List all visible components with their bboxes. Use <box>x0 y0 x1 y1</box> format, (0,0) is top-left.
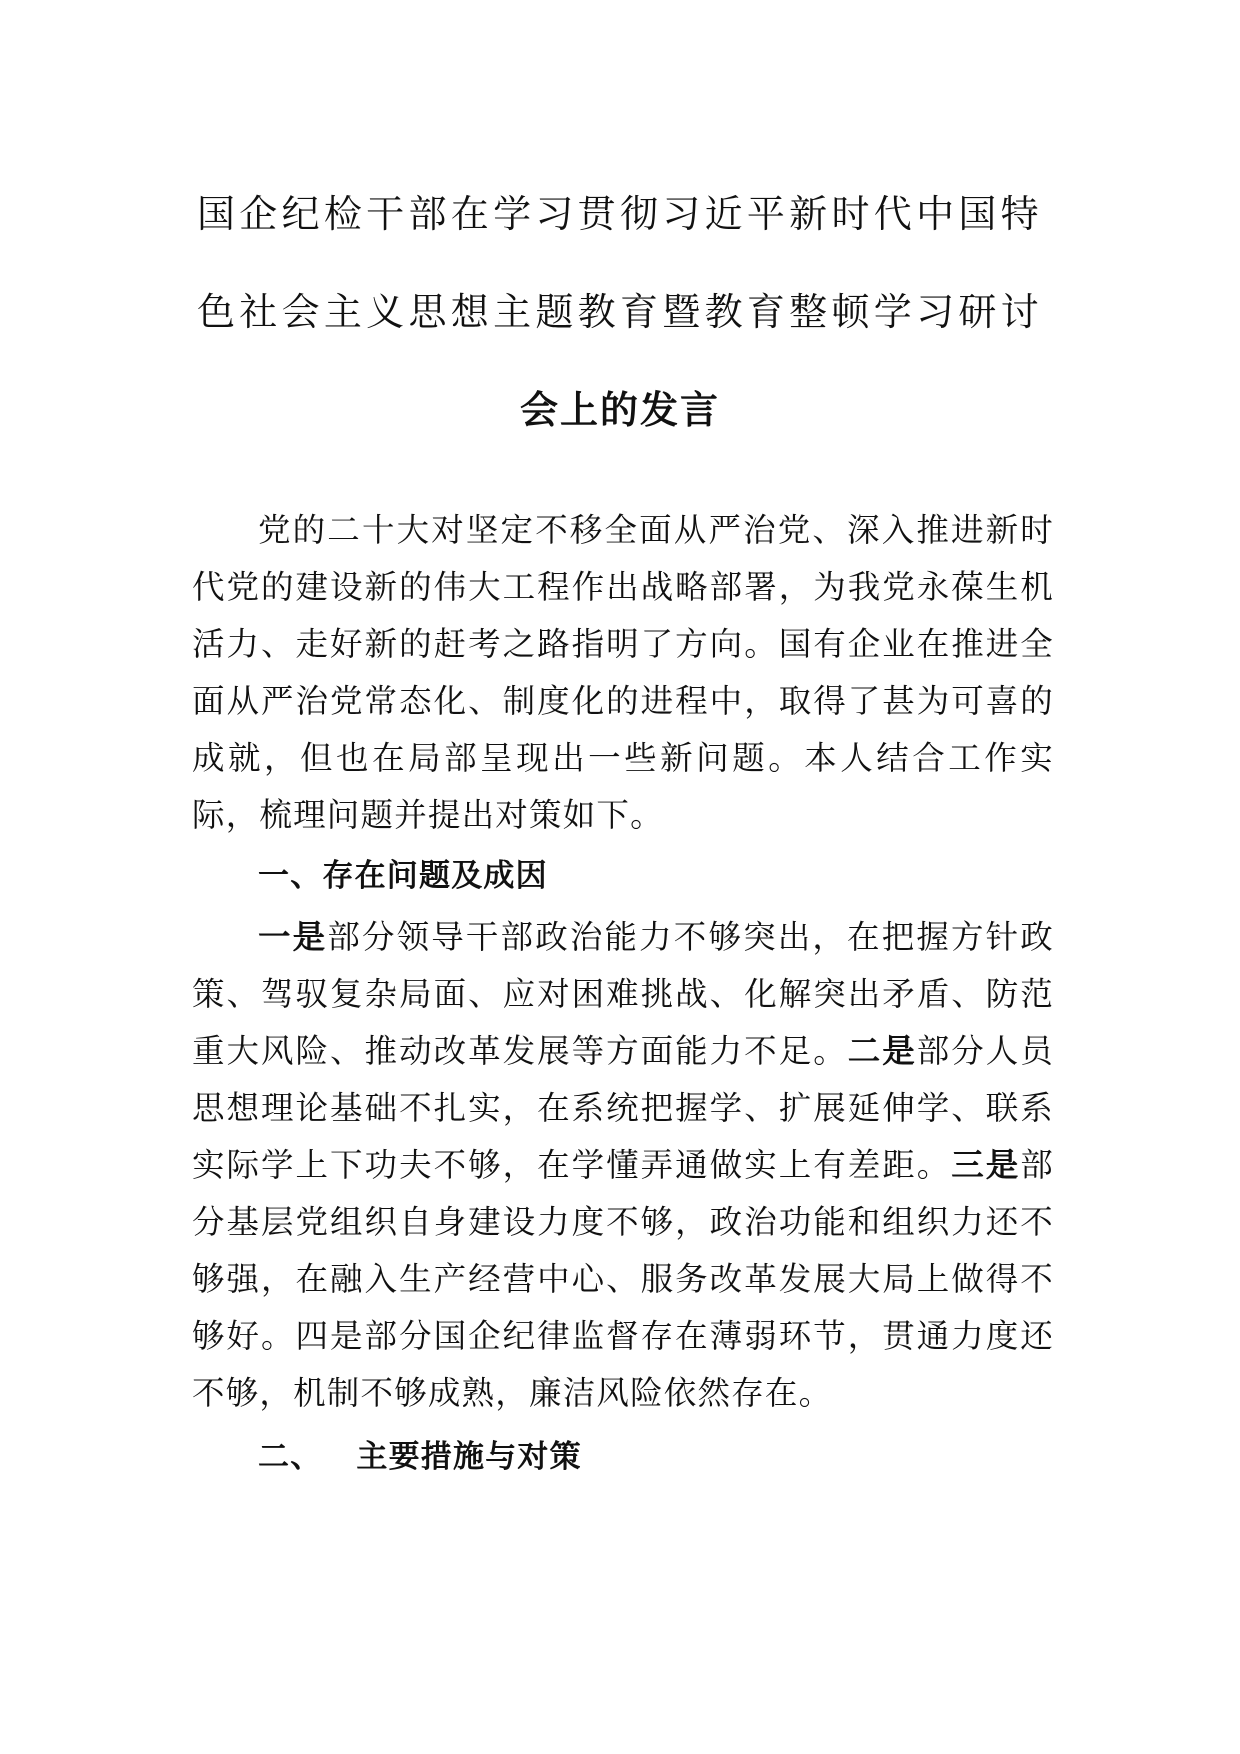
section-1-paragraph <box>192 909 1054 1422</box>
title-line-1: 国企纪检干部在学习贯彻习近平新时代中国特 <box>196 192 1043 236</box>
title-line-2: 色社会主义思想主题教育暨教育整顿学习研讨 <box>196 290 1043 334</box>
point-1-text: 部分领导干部政治能力不够突出，在把握方针政策、驾驭复杂局面、应对困难挑战、化解突出矛盾、防范重大风险、推动改革发展等方面能力不足。 <box>192 918 1055 1070</box>
point-2-text: 部分人员思想理论基础不扎实，在系统把握学、扩展延伸学、联系实际学上下功夫不够，在学懂弄通做实上有差距。 <box>192 1032 1054 1184</box>
document-body <box>192 502 1054 1486</box>
section-2-title: 主要措施与对策 <box>356 1439 582 1475</box>
point-3-lead: 三是 <box>951 1146 1021 1184</box>
title-line-3: 会上的发言 <box>519 388 720 432</box>
section-2-heading <box>192 1429 1054 1486</box>
point-1-lead: 一是 <box>258 918 328 956</box>
point-3-text: 部分基层党组织自身建设力度不够，政治功能和组织力还不够强，在融入生产经营中心、服务改革发展大局上做得不够好。四是部分国企纪律监督存在薄弱环节，贯通力度还不够，机制不够成熟，廉洁风险依然存在。 <box>192 1146 1054 1412</box>
document-title <box>190 165 1050 459</box>
section-2-number: 二、 <box>258 1439 323 1475</box>
intro-paragraph: 党的二十大对坚定不移全面从严治党、深入推进新时代党的建设新的伟大工程作出战略部署，为我党永葆生机活力、走好新的赶考之路指明了方向。国有企业在推进全面从严治党常态化、制度化的进程中，取得了甚为可喜的成就，但也在局部呈现出一些新问题。本人结合工作实际，梳理问题并提出对策如下。 <box>192 511 1054 834</box>
section-1-heading: 一、存在问题及成因 <box>258 858 548 894</box>
point-2-lead: 二是 <box>847 1032 917 1070</box>
